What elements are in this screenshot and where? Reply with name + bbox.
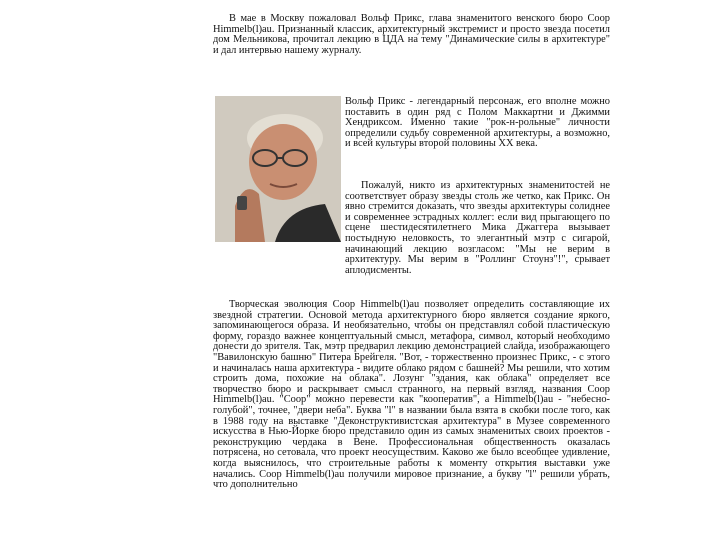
- intro-text: В мае в Москву пожаловал Вольф Прикс, глава знаменитого венского бюро Coop Himmelb(l)au. Признанный классик, архитектурный экстремист и просто звезда посетил дом Мельникова, прочитал лекцию в ЦДА на тему "Динамические силы в архитектуре" и дал интервью нашему журналу.: [213, 13, 610, 56]
- bio-text: Вольф Прикс - легендарный персонаж, его вполне можно поставить в один ряд с Полом Маккартни и Джимми Хендриксом. Именно такие "рок-н-рольные" личности определили судьбу современной архитектуры, а возможно, и всей культуры второй половины XX века.: [345, 96, 610, 150]
- stardom-text: Пожалуй, никто из архитектурных знаменитостей не соответствует образу звезды столь же четко, как Прикс. Он явно стремится доказать, что звезды архитектуры солиднее и современнее эстрадных коллег: если вид прыгающего по сцене шестидесятилетнего Мика Джаггера вызывает постыдную неловкость, то элегантный мэтр с сигарой, начинающий лекцию возгласом: "Мы не верим в архитектуру. Мы верим в "Роллинг Стоунз"!", срывает аплодисменты.: [345, 180, 610, 276]
- stardom-paragraph: [213, 181, 610, 276]
- bio-paragraph: [213, 97, 610, 150]
- intro-paragraph: [213, 14, 610, 56]
- evolution-text: Творческая эволюция Coop Himmelb(l)au позволяет определить составляющие их звездной стратегии. Основой метода архитектурного бюро является создание яркого, запоминающегося образа. И необязательно, чтобы он представлял собой пластическую форму, гораздо важнее концептуальный смысл, метафора, символ, который необходимо донести до зрителя. Так, мэтр предварил лекцию демонстрацией слайда, изображающего "Вавилонскую башню" Питера Брейгеля. "Вот, - торжественно произнес Прикс, - с этого и начиналась наша архитектура - видите облако рядом с башней? Мы решили, что хотим строить дома, похожие на облака". Лозунг "здания, как облака" определяет все творчество бюро и раскрывает смысл странного, на первый взгляд, названия Coop Himmelb(l)au. "Coop" можно перевести как "кооператив", а Himmelb(l)au - "небесно-голубой", точнее, "двери неба". Буква "l" в названии была взята в скобки после того, как в 1988 году на выставке "Деконструктивистская архитектура" в Музее современного искусства в Нью-Йорке бюро представило один из самых знаменитых своих проектов - реконструкцию чердака в Вене. Профессиональная общественность оказалась потрясена, но сетовала, что проект неосуществим. Каково же было всеобщее удивление, когда выяснилось, что строительные работы к моменту открытия выставки уже начались. Coop Himmelb(l)au получили мировое признание, а букву "l" решили убрать, что дополнительно: [213, 299, 610, 491]
- evolution-paragraph: [213, 300, 610, 491]
